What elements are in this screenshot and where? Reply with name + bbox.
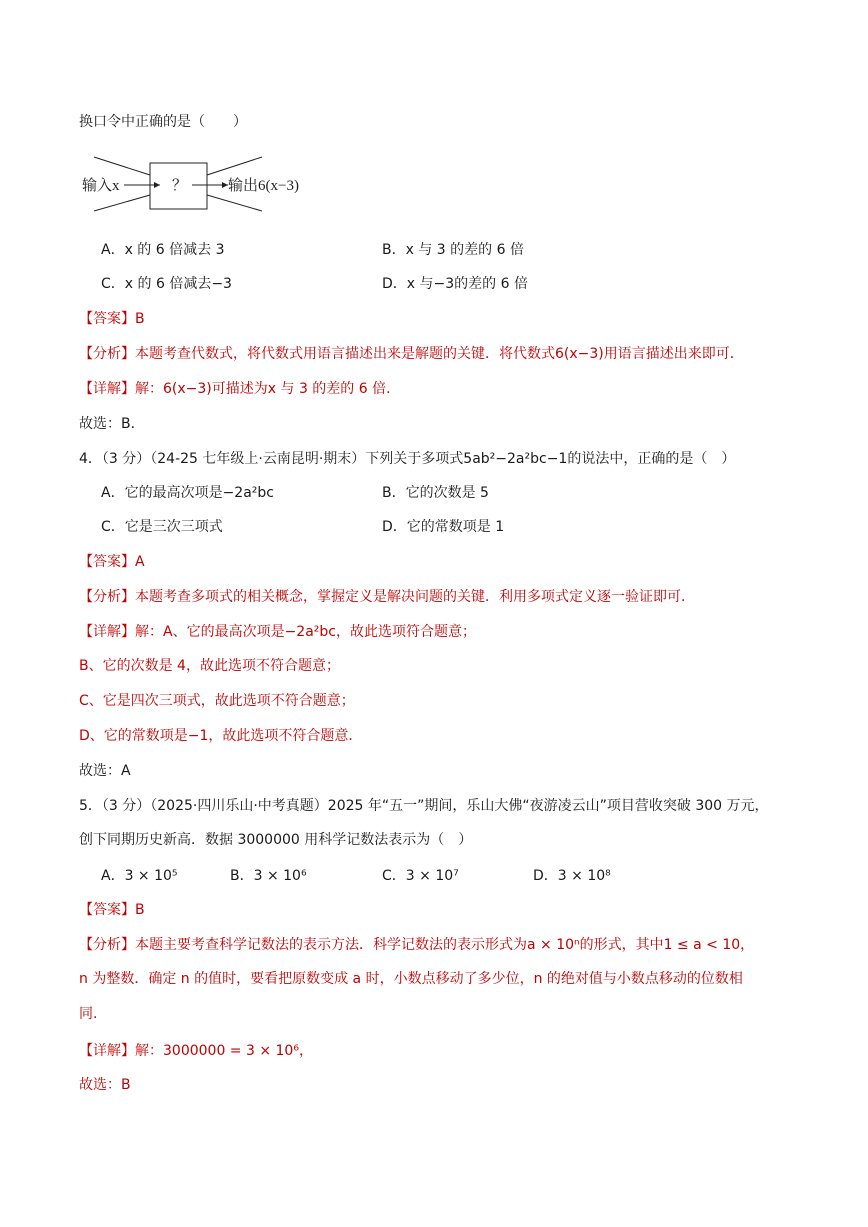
q5-option-c: C．3 × 10⁷ [382, 868, 459, 884]
function-machine-diagram [80, 155, 320, 215]
q4-detail-line-3: C、它是四次三项式，故此选项不符合题意； [79, 693, 355, 709]
q5-stem-line-1: 5．（3 分）（2025·四川乐山·中考真题）2025 年“五一”期间，乐山大佛“夜游凌云山”项目营收突破 300 万元， [79, 798, 769, 814]
q3-analysis: 【分析】本题考查代数式，将代数式用语言描述出来是解题的关键．将代数式6(x−3)用语言描述出来即可． [79, 346, 744, 362]
q3-option-b: B．x 与 3 的差的 6 倍 [382, 242, 524, 258]
q4-stem: 4．（3 分）（24-25 七年级上·云南昆明·期末）下列关于多项式5ab²−2a²bc−1的说法中，正确的是（ ） [79, 451, 736, 467]
q5-answer: 【答案】B [79, 902, 145, 918]
q4-option-c: C．它是三次三项式 [101, 519, 223, 535]
q5-choice: 故选：B [79, 1077, 131, 1093]
q5-analysis-line-1: 【分析】本题主要考查科学记数法的表示方法．科学记数法的表示形式为a × 10ⁿ的形式，其中1 ≤ a < 10， [79, 937, 755, 953]
q4-detail-line-2: B、它的次数是 4，故此选项不符合题意； [79, 658, 340, 674]
q4-detail-line-1: 【详解】解：A、它的最高次项是−2a²bc，故此选项符合题意； [79, 624, 476, 640]
q3-detail: 【详解】解：6(x−3)可描述为x 与 3 的差的 6 倍． [79, 381, 401, 397]
diagram-input-label: 输入x [82, 178, 120, 194]
q5-analysis-line-3: 同. [79, 1006, 98, 1022]
q3-stem: 换口令中正确的是（ ） [79, 114, 247, 130]
q4-choice: 故选：A [79, 763, 131, 779]
q3-option-c: C．x 的 6 倍减去−3 [101, 276, 232, 292]
q5-detail: 【详解】解：3000000 = 3 × 10⁶， [79, 1043, 313, 1059]
q3-option-a: A．x 的 6 倍减去 3 [101, 242, 225, 258]
q5-analysis-line-2: n 为整数．确定 n 的值时，要看把原数变成 a 时，小数点移动了多少位，n 的绝对值与小数点移动的位数相 [79, 971, 743, 987]
q4-option-d: D．它的常数项是 1 [382, 519, 505, 535]
q5-option-a: A．3 × 10⁵ [101, 868, 178, 884]
q3-diagram [80, 155, 320, 215]
q3-option-d: D．x 与−3的差的 6 倍 [382, 276, 528, 292]
diagram-box-label: ？ [172, 178, 188, 194]
q4-detail-line-4: D、它的常数项是−1，故此选项不符合题意． [79, 728, 363, 744]
diagram-output-label: 输出6(x−3) [228, 178, 299, 194]
q5-option-d: D．3 × 10⁸ [533, 868, 611, 884]
q5-stem-line-2: 创下同期历史新高．数据 3000000 用科学记数法表示为（ ） [79, 832, 473, 848]
q4-answer: 【答案】A [79, 554, 145, 570]
q5-option-b: B．3 × 10⁶ [230, 868, 307, 884]
q4-option-a: A．它的最高次项是−2a²bc [101, 485, 274, 501]
q4-option-b: B．它的次数是 5 [382, 485, 489, 501]
q3-choice: 故选：B． [79, 416, 145, 432]
q3-answer: 【答案】B [79, 311, 145, 327]
q4-analysis: 【分析】本题考查多项式的相关概念，掌握定义是解决问题的关键．利用多项式定义逐一验证即可． [79, 589, 695, 605]
